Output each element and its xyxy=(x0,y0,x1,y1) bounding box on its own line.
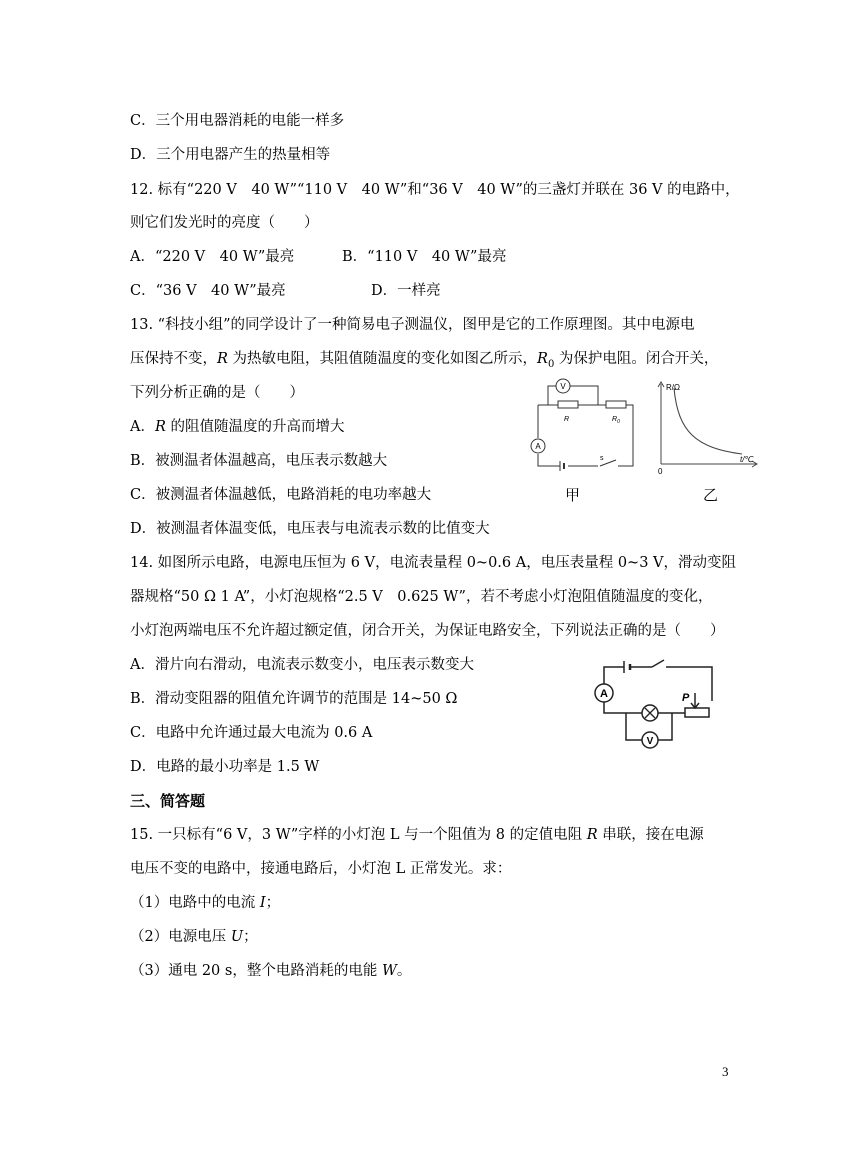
switch-label: s xyxy=(600,455,604,462)
resistor-r0-label: $R_0$ xyxy=(612,416,620,425)
q14-option-d: D．电路的最小功率是 1.5 W xyxy=(130,759,320,775)
q15-stem-line2: 电压不变的电路中，接通电路后，小灯泡 L 正常发光。求： xyxy=(130,861,512,877)
q15-part-1 xyxy=(130,893,280,913)
ammeter-label: A xyxy=(600,688,608,700)
q13-text: 的阻值随温度的升高而增大 xyxy=(165,419,345,435)
var-r: R xyxy=(154,419,166,435)
q15-text: 串联，接在电源 xyxy=(597,827,704,843)
q14-stem-line3: 小灯泡两端电压不允许超过额定值，闭合开关，为保证电路安全，下列说法正确的是（ ） xyxy=(130,623,725,639)
q12-option-b: B．“110 V 40 W”最亮 xyxy=(342,249,507,265)
q12-option-d: D．一样亮 xyxy=(371,283,441,299)
q15-text: ； xyxy=(265,895,281,911)
page-number: 3 xyxy=(722,1064,729,1079)
caption-yi: 乙 xyxy=(703,486,719,504)
voltmeter-label: V xyxy=(560,382,566,391)
q13-text: 压保持不变， xyxy=(130,351,217,367)
q14-stem-line2: 器规格“50 Ω 1 A”，小灯泡规格“2.5 V 0.625 W”，若不考虑小灯泡阻值随温度的变化， xyxy=(130,589,713,605)
q15-stem-line1 xyxy=(130,825,704,845)
section-heading: 三、简答题 xyxy=(130,792,206,810)
q13-text: 为热敏电阻，其阻值随温度的变化如图乙所示， xyxy=(227,351,538,367)
q14-option-b: B．滑动变阻器的阻值允许调节的范围是 14~50 Ω xyxy=(130,691,458,707)
q13-option-a xyxy=(130,417,345,437)
q15-text: ； xyxy=(243,929,258,945)
q14-option-a: A．滑片向右滑动，电流表示数变小，电压表示数变大 xyxy=(130,657,474,673)
q15-text: 15. 一只标有“6 V，3 W”字样的小灯泡 L 与一个阻值为 8 的定值电阻 xyxy=(130,827,587,843)
q13-text: 为保护电阻。闭合开关， xyxy=(554,351,719,367)
var-r: R xyxy=(217,351,228,367)
caption-jia: 甲 xyxy=(565,486,581,504)
graph-x-label: t/℃ xyxy=(740,455,754,464)
var-u: U xyxy=(230,929,244,945)
q12-option-a: A．“220 V 40 W”最亮 xyxy=(130,249,295,265)
var-r0-sub: 0 xyxy=(547,358,555,370)
var-w: W xyxy=(381,963,397,979)
q15-text: （2）电源电压 xyxy=(130,929,231,945)
q12-option-c: C．“36 V 40 W”最亮 xyxy=(130,283,286,299)
graph-y-label: R/Ω xyxy=(666,383,680,392)
q15-text: （3）通电 20 s，整个电路消耗的电能 xyxy=(130,963,382,979)
q15-part-3 xyxy=(130,961,411,981)
figure-13-graph xyxy=(656,380,762,476)
voltmeter-label: V xyxy=(646,736,654,747)
q13-stem-line3: 下列分析正确的是（ ） xyxy=(130,385,304,401)
resistor-r-label: R xyxy=(564,416,570,423)
q15-part-2 xyxy=(130,927,258,947)
slider-label: P xyxy=(682,692,690,704)
var-r: R xyxy=(586,827,598,843)
q15-text: 。 xyxy=(396,963,412,979)
var-i: I xyxy=(259,895,266,911)
q11-option-c: C．三个用电器消耗的电能一样多 xyxy=(130,113,345,129)
graph-origin-label: 0 xyxy=(658,467,663,476)
q15-text: （1）电路中的电流 xyxy=(130,895,260,911)
q13-stem-line2 xyxy=(130,349,718,375)
q13-text: A． xyxy=(130,419,155,435)
q11-option-d: D．三个用电器产生的热量相等 xyxy=(130,147,331,163)
var-r0: R xyxy=(537,351,548,367)
q12-stem-line1: 12. 标有“220 V 40 W”“110 V 40 W”和“36 V 40 W”的三盏灯并联在 36 V 的电路中， xyxy=(130,182,740,198)
q12-stem-line2: 则它们发光时的亮度（ ） xyxy=(130,215,319,231)
q14-option-c: C．电路中允许通过最大电流为 0.6 A xyxy=(130,725,373,741)
q14-stem-line1: 14. 如图所示电路，电源电压恒为 6 V，电流表量程 0~0.6 A，电压表量程 0~3 V，滑动变阻 xyxy=(130,555,736,571)
q13-stem-line1: 13. “科技小组”的同学设计了一种简易电子测温仪，图甲是它的工作原理图。其中电源电 xyxy=(130,317,695,333)
figure-14-circuit xyxy=(590,657,718,757)
q13-option-b: B．被测温者体温越高，电压表示数越大 xyxy=(130,453,388,469)
figure-13-circuit xyxy=(528,376,650,476)
q13-option-c: C．被测温者体温越低，电路消耗的电功率越大 xyxy=(130,487,432,503)
ammeter-label: A xyxy=(535,442,541,451)
q13-option-d: D．被测温者体温变低，电压表与电流表示数的比值变大 xyxy=(130,521,490,537)
